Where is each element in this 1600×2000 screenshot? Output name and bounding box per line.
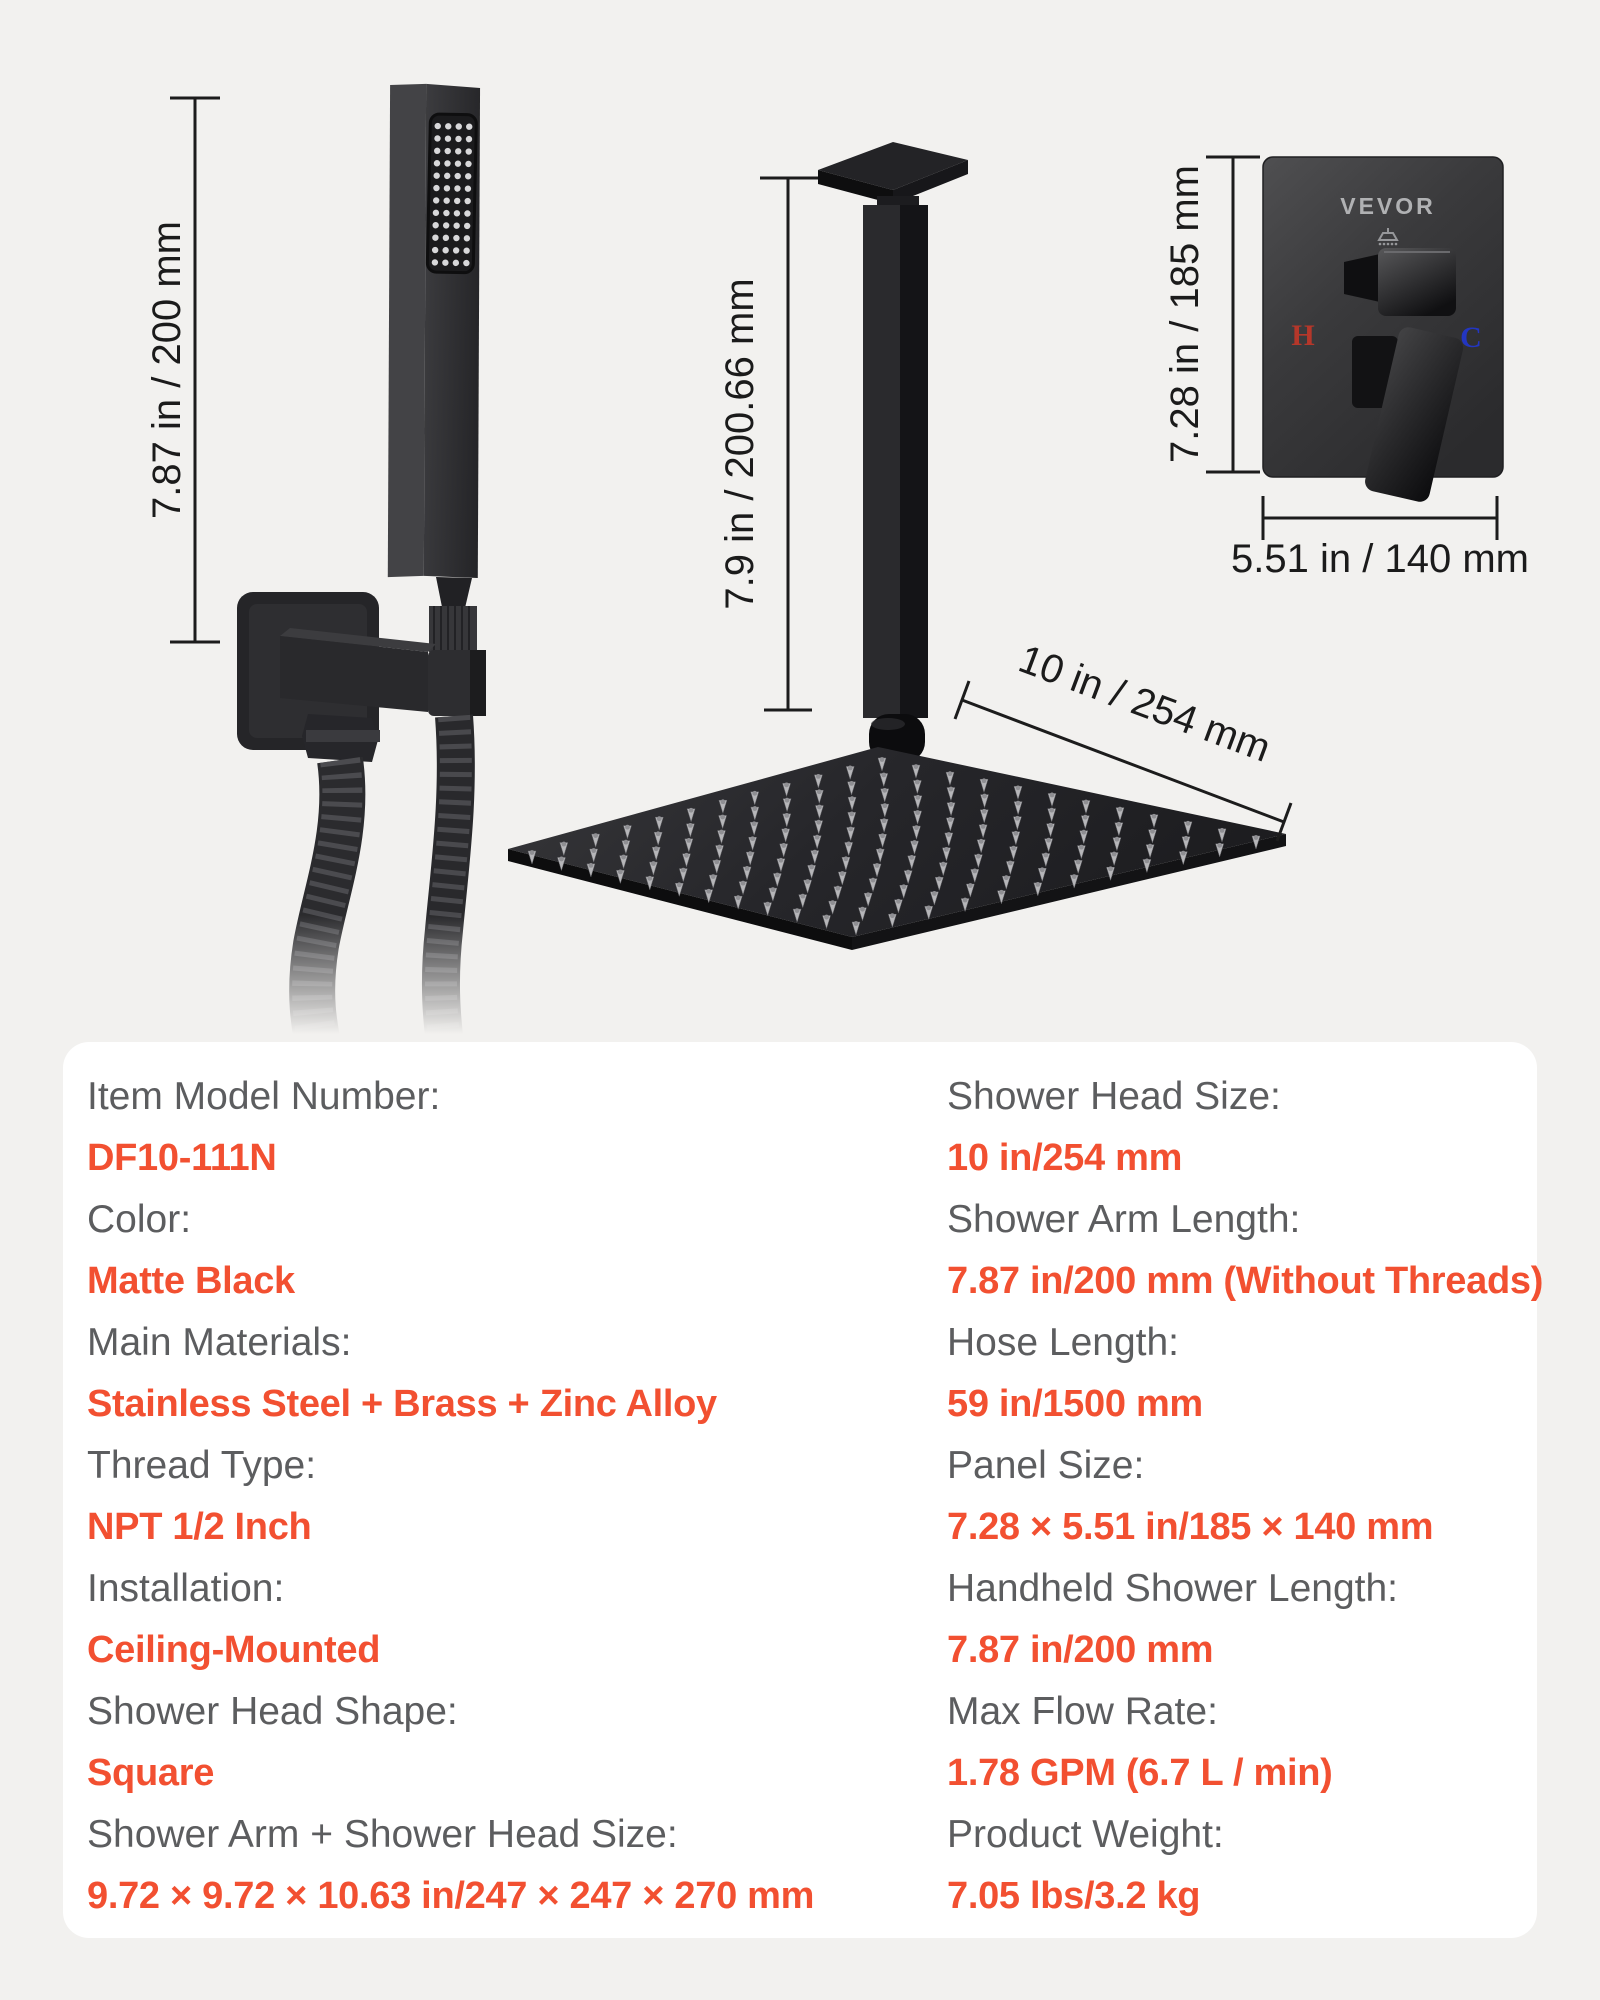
- handheld-dim-label: 7.87 in / 200 mm: [145, 221, 189, 519]
- panel-height-dimension: [1163, 157, 1260, 472]
- spec-value-right-5: 1.78 GPM (6.7 L / min): [947, 1751, 1333, 1794]
- spec-value-right-2: 59 in/1500 mm: [947, 1382, 1203, 1425]
- spec-label-left-2: Main Materials:: [87, 1321, 352, 1364]
- spec-label-left-4: Installation:: [87, 1567, 285, 1610]
- spec-column-right: [947, 1066, 1544, 1927]
- spec-label-right-3: Panel Size:: [947, 1444, 1145, 1487]
- spec-value-left-0: DF10-111N: [87, 1136, 277, 1179]
- spec-label-left-3: Thread Type:: [87, 1444, 317, 1487]
- bracket-clamp-shade: [470, 650, 486, 716]
- spec-label-right-4: Handheld Shower Length:: [947, 1567, 1398, 1610]
- vevor-logo: VEVOR: [1340, 193, 1436, 219]
- panel-height-label: 7.28 in / 185 mm: [1163, 165, 1207, 463]
- spec-value-right-1: 7.87 in/200 mm (Without Threads): [947, 1259, 1544, 1302]
- spec-value-right-4: 7.87 in/200 mm: [947, 1628, 1214, 1671]
- arm-dim-label: 7.9 in / 200.66 mm: [718, 278, 762, 610]
- hex-nut-band: [306, 730, 380, 742]
- arm-column-left-face: [863, 205, 900, 718]
- spec-value-left-4: Ceiling-Mounted: [87, 1628, 381, 1671]
- spec-label-right-6: Product Weight:: [947, 1813, 1224, 1856]
- spec-label-right-0: Shower Head Size:: [947, 1075, 1281, 1118]
- spec-label-left-5: Shower Head Shape:: [87, 1690, 458, 1733]
- spec-value-right-6: 7.05 lbs/3.2 kg: [947, 1874, 1201, 1917]
- specification-card: [63, 1042, 1544, 1938]
- handheld-shower-illustration: [380, 83, 488, 579]
- spec-label-right-1: Shower Arm Length:: [947, 1198, 1301, 1241]
- spec-value-left-5: Square: [87, 1751, 215, 1794]
- panel-width-label: 5.51 in / 140 mm: [1231, 537, 1529, 581]
- spec-label-left-1: Color:: [87, 1198, 192, 1241]
- spec-value-right-3: 7.28 × 5.51 in/185 × 140 mm: [947, 1505, 1434, 1548]
- spec-value-left-2: Stainless Steel + Brass + Zinc Alloy: [87, 1382, 717, 1425]
- hose-fade: [228, 915, 500, 1050]
- spec-label-right-5: Max Flow Rate:: [947, 1690, 1218, 1733]
- spec-value-left-3: NPT 1/2 Inch: [87, 1505, 312, 1548]
- arm-column-right-face: [900, 205, 928, 718]
- panel-width-dimension: [1231, 496, 1529, 581]
- diverter-stem: [1344, 254, 1380, 302]
- ceiling-arm-illustration: [818, 142, 968, 762]
- handheld-dimension: [145, 98, 220, 642]
- valve-panel-illustration: [1263, 157, 1503, 504]
- spec-label-right-2: Hose Length:: [947, 1321, 1180, 1364]
- spec-value-right-0: 10 in/254 mm: [947, 1136, 1183, 1179]
- head-dim-label: 10 in / 254 mm: [1012, 636, 1277, 771]
- wand-cone-connector: [436, 577, 472, 608]
- spec-value-left-6: 9.72 × 9.72 × 10.63 in/247 × 247 × 270 mm: [87, 1874, 815, 1917]
- hot-indicator: H: [1291, 319, 1315, 352]
- shower-hose: [228, 716, 500, 1050]
- spec-label-left-0: Item Model Number:: [87, 1075, 441, 1118]
- arm-dimension: [718, 178, 818, 710]
- spec-label-left-6: Shower Arm + Shower Head Size:: [87, 1813, 678, 1856]
- spec-value-left-1: Matte Black: [87, 1259, 295, 1302]
- arm-adapter-highlight: [871, 718, 905, 730]
- diverter-knob: [1378, 248, 1456, 316]
- cold-indicator: C: [1460, 321, 1482, 354]
- spec-column-left: [87, 1066, 815, 1927]
